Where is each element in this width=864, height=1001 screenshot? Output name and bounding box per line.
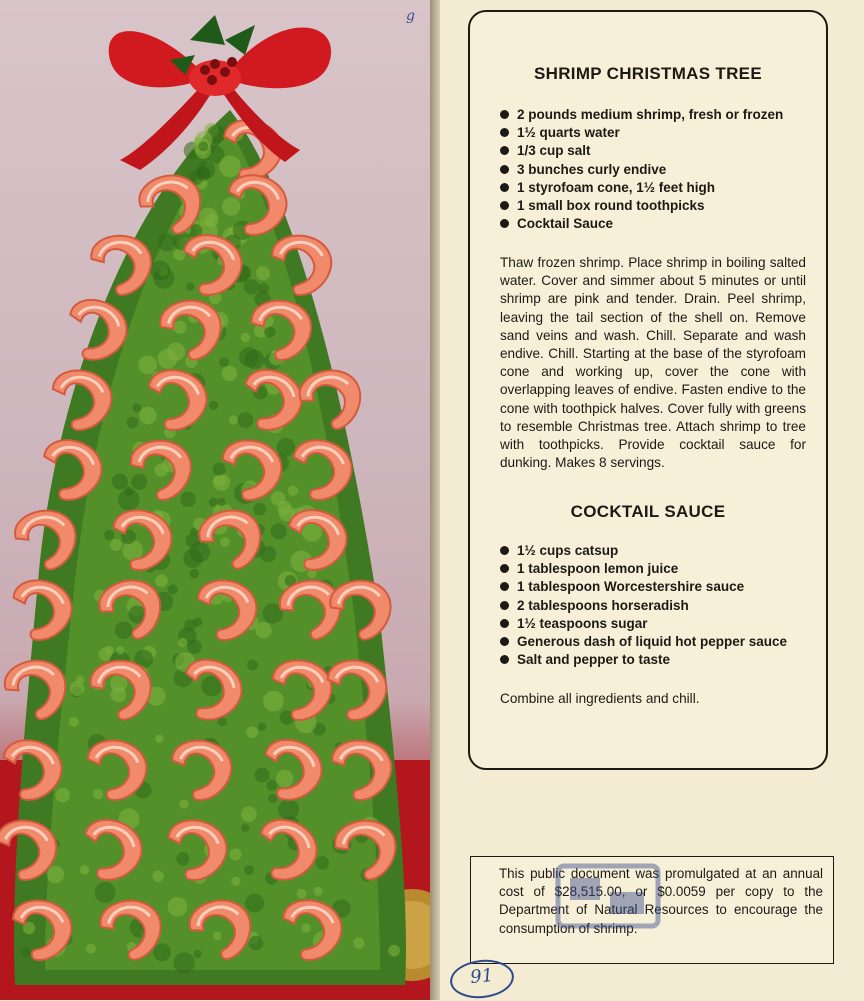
ingredient-item: 3 bunches curly endive: [500, 161, 810, 179]
sauce-ingredient-item: 2 tablespoons horseradish: [500, 597, 810, 615]
ink-stamp-icon: [550, 862, 670, 932]
sauce-ingredient-item: 1 tablespoon Worcestershire sauce: [500, 578, 810, 596]
recipe-box: [468, 10, 828, 770]
shrimp-tree-illustration: [0, 0, 430, 1000]
ingredient-list: [500, 106, 810, 233]
sauce-ingredient-item: Generous dash of liquid hot pepper sauce: [500, 633, 810, 651]
page-gutter: [430, 0, 440, 1000]
handwritten-corner-mark: g: [406, 8, 415, 24]
sauce-instructions: Combine all ingredients and chill.: [500, 691, 700, 706]
sauce-ingredient-item: 1½ teaspoons sugar: [500, 615, 810, 633]
ingredient-item: 2 pounds medium shrimp, fresh or frozen: [500, 106, 810, 124]
recipe-instructions: Thaw frozen shrimp. Place shrimp in boiling salted water. Cover and simmer about 5 minutes or until shrimp are pink and tender. Drain. Peel shrimp, leaving the tail section of the shell on. Remove sand veins and wash. Chill. Separate and wash endive. Chill. Starting at the base of the styrofoam cone and working up, cover the cone with overlapping leaves of endive. Fasten endive to the cone with toothpick halves. Cover fully with greens to resemble Christmas tree. Attach shrimp to tree with toothpicks. Provide cocktail sauce for dunking. Makes 8 servings.: [500, 255, 806, 471]
ingredient-item: 1 styrofoam cone, 1½ feet high: [500, 179, 810, 197]
ingredient-item: Cocktail Sauce: [500, 215, 810, 233]
shrimp-tree-photo: [0, 0, 430, 1000]
sauce-ingredient-item: Salt and pepper to taste: [500, 651, 810, 669]
ingredient-item: 1 small box round toothpicks: [500, 197, 810, 215]
recipe-title: SHRIMP CHRISTMAS TREE: [534, 64, 762, 83]
notice-text: This public document was promulgated at an annual cost of $28,515.00, or $0.0059 per copy to the Department of Natural Resources to encourage the consumption of shrimp.: [499, 866, 823, 936]
handwritten-page-number: 91: [448, 957, 516, 1001]
sauce-ingredient-item: 1½ cups catsup: [500, 542, 810, 560]
ingredient-item: 1½ quarts water: [500, 124, 810, 142]
sauce-ingredient-list: [500, 542, 810, 669]
sauce-ingredient-item: 1 tablespoon lemon juice: [500, 560, 810, 578]
sauce-title: COCKTAIL SAUCE: [570, 502, 726, 521]
ingredient-item: 1/3 cup salt: [500, 142, 810, 160]
recipe-card: [440, 0, 864, 1000]
